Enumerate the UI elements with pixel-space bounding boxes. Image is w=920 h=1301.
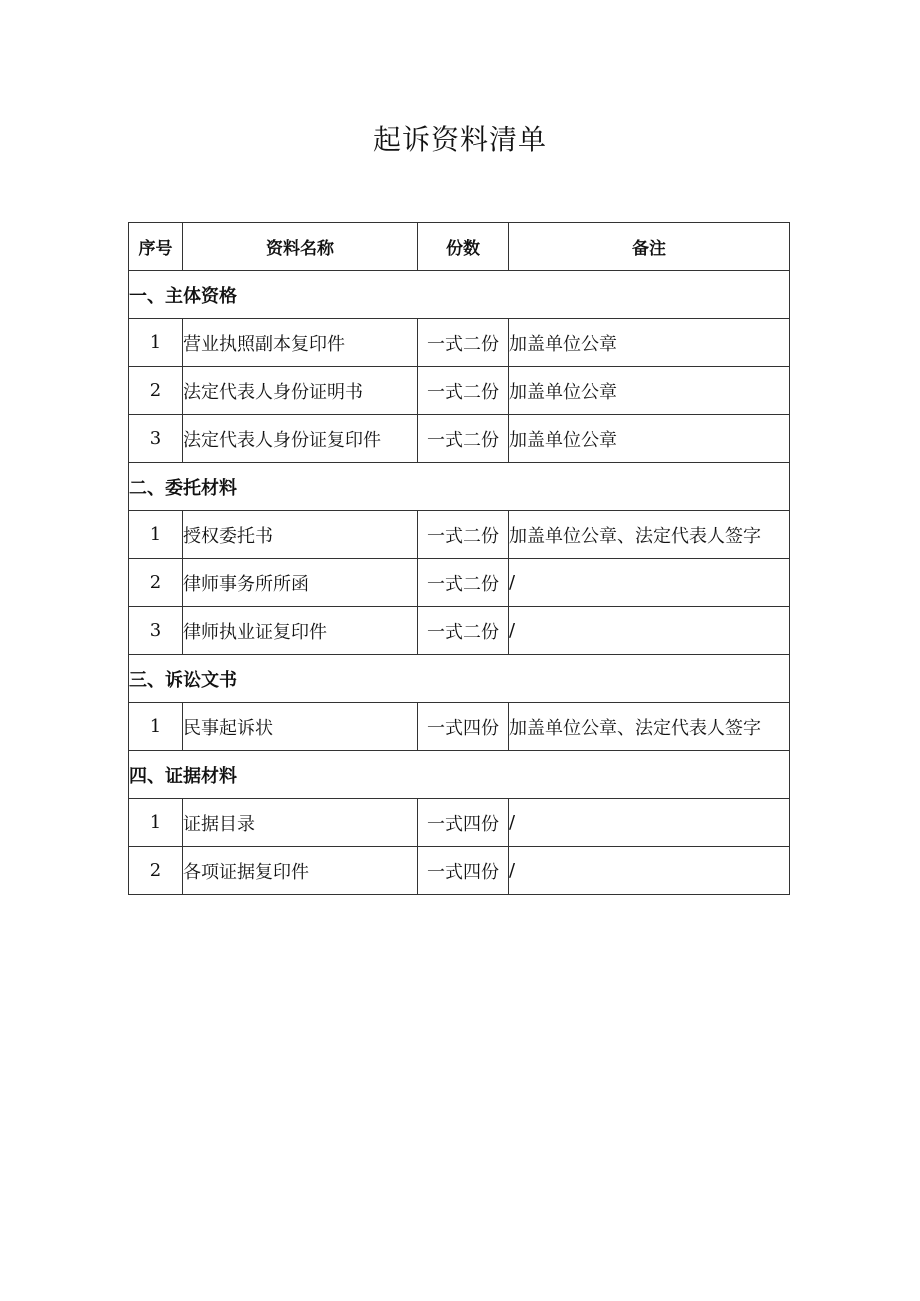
- table-row: [129, 847, 790, 895]
- material-name: 法定代表人身份证复印件: [183, 415, 418, 463]
- section-row: [129, 463, 790, 511]
- row-number: 2: [129, 847, 183, 895]
- section-heading: 三、诉讼文书: [129, 655, 790, 703]
- material-name: 法定代表人身份证明书: [183, 367, 418, 415]
- material-name: 民事起诉状: [183, 703, 418, 751]
- copies-count: 一式二份: [418, 511, 509, 559]
- document-title: 起诉资料清单: [372, 123, 547, 156]
- materials-table: [128, 222, 790, 895]
- row-number: 2: [129, 559, 183, 607]
- section-row: [129, 271, 790, 319]
- remark: 加盖单位公章: [509, 415, 790, 463]
- row-number: 3: [129, 607, 183, 655]
- section-heading: 一、主体资格: [129, 271, 790, 319]
- material-name: 证据目录: [183, 799, 418, 847]
- remark: /: [509, 847, 790, 895]
- table-row: [129, 415, 790, 463]
- remark: /: [509, 559, 790, 607]
- remark: /: [509, 607, 790, 655]
- copies-count: 一式二份: [418, 319, 509, 367]
- material-name: 律师执业证复印件: [183, 607, 418, 655]
- remark: 加盖单位公章: [509, 367, 790, 415]
- row-number: 1: [129, 511, 183, 559]
- copies-count: 一式二份: [418, 559, 509, 607]
- remark: 加盖单位公章、法定代表人签字: [509, 511, 790, 559]
- material-name: 授权委托书: [183, 511, 418, 559]
- copies-count: 一式二份: [418, 415, 509, 463]
- row-number: 1: [129, 703, 183, 751]
- material-name: 各项证据复印件: [183, 847, 418, 895]
- table-header-row: [129, 223, 790, 271]
- header-copies: 份数: [418, 223, 509, 271]
- material-name: 律师事务所所函: [183, 559, 418, 607]
- section-heading: 四、证据材料: [129, 751, 790, 799]
- section-row: [129, 751, 790, 799]
- copies-count: 一式四份: [418, 799, 509, 847]
- table-row: [129, 799, 790, 847]
- remark: 加盖单位公章: [509, 319, 790, 367]
- section-heading: 二、委托材料: [129, 463, 790, 511]
- table-row: [129, 367, 790, 415]
- copies-count: 一式二份: [418, 607, 509, 655]
- copies-count: 一式四份: [418, 847, 509, 895]
- row-number: 1: [129, 319, 183, 367]
- remark: 加盖单位公章、法定代表人签字: [509, 703, 790, 751]
- copies-count: 一式二份: [418, 367, 509, 415]
- material-name: 营业执照副本复印件: [183, 319, 418, 367]
- remark: /: [509, 799, 790, 847]
- section-row: [129, 655, 790, 703]
- row-number: 1: [129, 799, 183, 847]
- header-no: 序号: [129, 223, 183, 271]
- row-number: 3: [129, 415, 183, 463]
- header-note: 备注: [509, 223, 790, 271]
- table-row: [129, 511, 790, 559]
- header-name: 资料名称: [183, 223, 418, 271]
- table-row: [129, 559, 790, 607]
- row-number: 2: [129, 367, 183, 415]
- copies-count: 一式四份: [418, 703, 509, 751]
- table-row: [129, 607, 790, 655]
- table-row: [129, 703, 790, 751]
- table-row: [129, 319, 790, 367]
